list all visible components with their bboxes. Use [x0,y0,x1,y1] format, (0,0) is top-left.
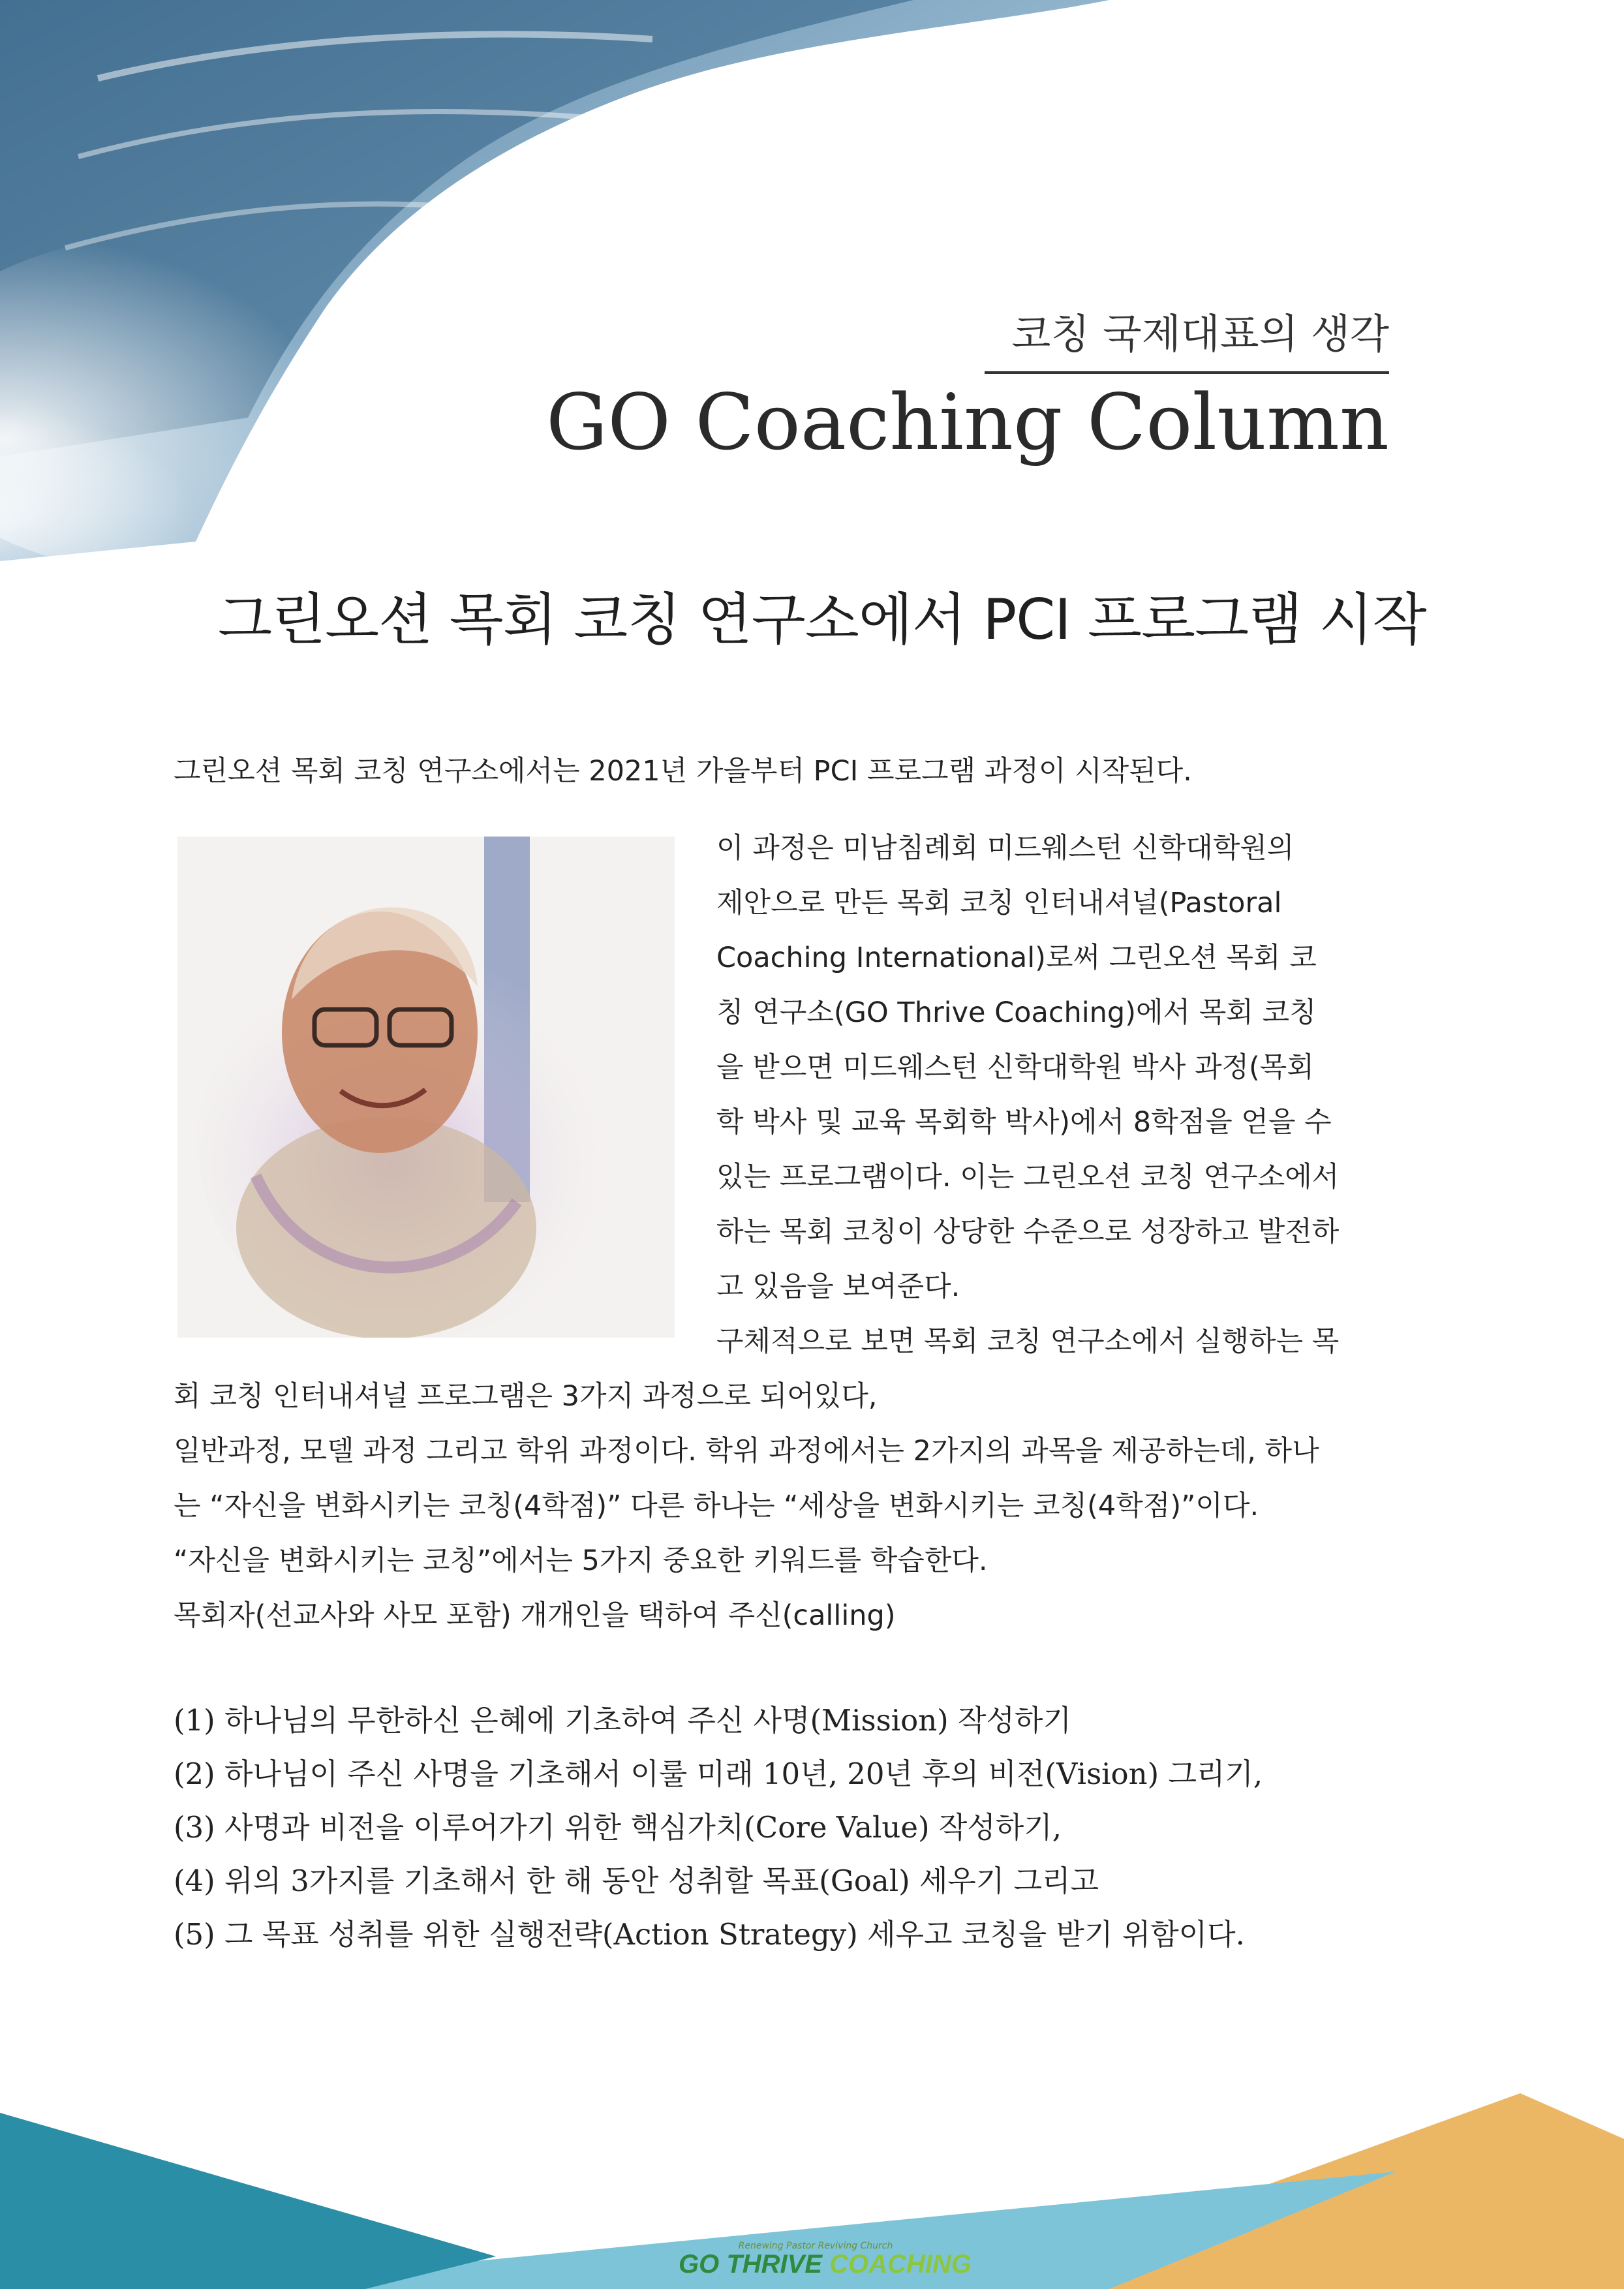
list-item: (3) 사명과 비전을 이루어가기 위한 핵심가치(Core Value) 작성하기, [174,1810,1062,1845]
list-item: (5) 그 목표 성취를 위한 실행전략(Action Strategy) 세우고 코칭을 받기 위함이다. [174,1917,1245,1952]
watercolor-wave-illustration [0,0,1142,587]
text-line: 있는 프로그램이다. 이는 그린오션 코칭 연구소에서 [716,1161,1340,1193]
full-width-text [174,1369,1368,1643]
column-kicker: 코칭 국제대표의 생각 [985,301,1389,374]
keyword-list [174,1694,1413,1961]
intro-paragraph: 그린오션 목회 코칭 연구소에서는 2021년 가을부터 PCI 프로그램 과정이 시작된다. [174,755,1192,788]
text-line: 일반과정, 모델 과정 그리고 학위 과정이다. 학위 과정에서는 2가지의 과목을 제공하는데, 하나 [174,1435,1319,1467]
list-item: (1) 하나님의 무한하신 은혜에 기초하여 주신 사명(Mission) 작성하기 [174,1703,1071,1738]
list-item: (4) 위의 3가지를 기초해서 한 해 동안 성취할 목표(Goal) 세우기 그리고 [174,1864,1099,1898]
text-line: 하는 목회 코칭이 상당한 수준으로 성장하고 발전하 [716,1216,1340,1248]
page-number: 4 [808,2203,823,2229]
text-line: 칭 연구소(GO Thrive Coaching)에서 목회 코칭 [716,996,1317,1029]
text-line: 회 코칭 인터내셔널 프로그램은 3가지 과정으로 되어있다, [174,1380,878,1413]
text-line: 학 박사 및 교육 목회학 박사)에서 8학점을 얻을 수 [716,1106,1332,1139]
column-title: GO Coaching Column [545,377,1389,467]
text-line: 제안으로 만든 목회 코칭 인터내셔널(Pastoral [716,887,1282,919]
text-line: Coaching International)로써 그린오션 목회 코 [716,942,1317,974]
article-headline: 그린오션 목회 코칭 연구소에서 PCI 프로그램 시작 [218,587,1426,653]
logo-part-coaching: COACHING [822,2250,972,2279]
right-column-text [716,821,1366,1369]
portrait-illustration [177,837,675,1338]
text-line: 을 받으면 미드웨스턴 신학대학원 박사 과정(목회 [716,1051,1314,1084]
text-line: 목회자(선교사와 사모 포함) 개개인을 택하여 주신(calling) [174,1599,896,1632]
logo-part-go-thrive: GO THRIVE [679,2250,823,2279]
logo-tagline: Renewing Pastor Reviving Church [738,2241,893,2251]
go-thrive-coaching-logo [679,2250,972,2279]
list-item: (2) 하나님이 주신 사명을 기초해서 이룰 미래 10년, 20년 후의 비전(Vision) 그리기, [174,1757,1263,1791]
text-line: “자신을 변화시키는 코칭”에서는 5가지 중요한 키워드를 학습한다. [174,1544,988,1577]
text-line: 이 과정은 미남침례회 미드웨스턴 신학대학원의 [716,832,1295,865]
text-line: 고 있음을 보여준다. [716,1270,960,1303]
text-line: 구체적으로 보면 목회 코칭 연구소에서 실행하는 목 [716,1325,1340,1358]
author-portrait [177,837,675,1338]
text-line: 는 “자신을 변화시키는 코칭(4학점)” 다른 하나는 “세상을 변화시키는 코칭(4학점)”이다. [174,1490,1259,1522]
